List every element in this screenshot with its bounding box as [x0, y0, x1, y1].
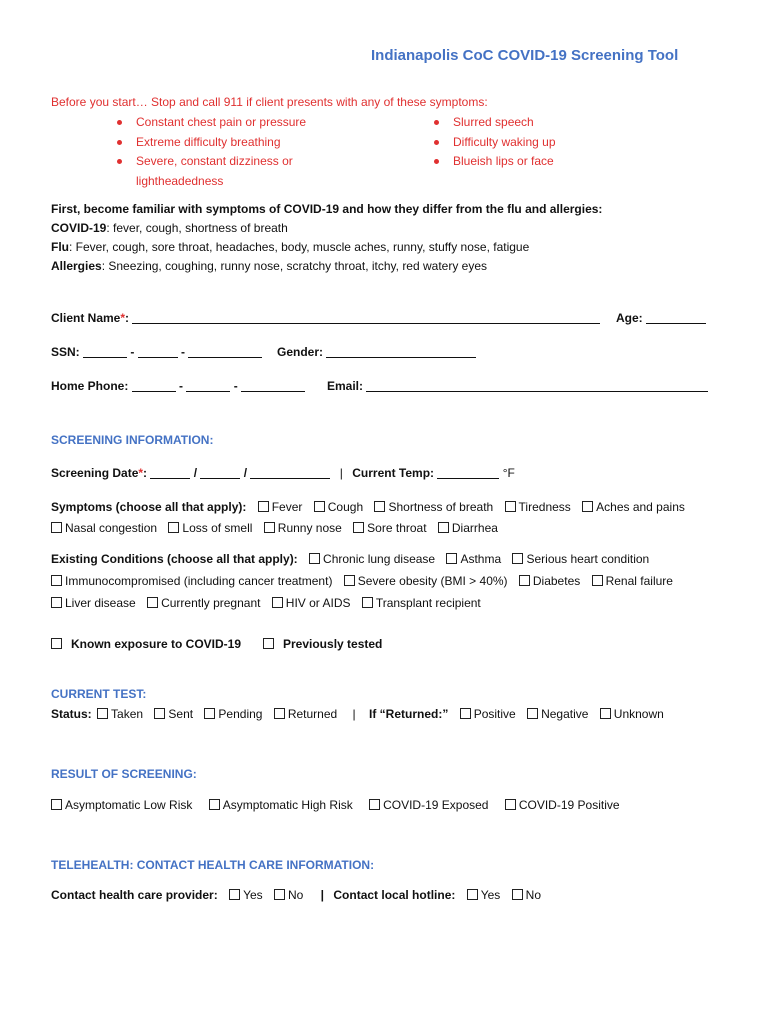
emergency-warning-intro: Before you start… Stop and call 911 if client presents with any of these symptoms:	[51, 95, 488, 109]
condition-pregnant-checkbox[interactable]: Currently pregnant	[147, 596, 260, 610]
list-item: Extreme difficulty breathing	[114, 133, 314, 153]
flu-symptoms-line: Flu: Fever, cough, sore throat, headaches, body, muscle aches, runny, stuffy nose, fatigue	[51, 240, 530, 254]
symptom-tiredness-checkbox[interactable]: Tiredness	[505, 500, 571, 514]
phone-part3-field[interactable]	[241, 380, 305, 392]
symptom-fever-checkbox[interactable]: Fever	[258, 500, 303, 514]
allergy-symptoms-line: Allergies: Sneezing, coughing, runny nose, scratchy throat, itchy, red watery eyes	[51, 259, 488, 273]
telehealth-heading: TELEHEALTH: CONTACT HEALTH CARE INFORMATION:	[51, 858, 375, 872]
result-heading: RESULT OF SCREENING:	[51, 767, 197, 781]
condition-diabetes-checkbox[interactable]: Diabetes	[519, 574, 580, 588]
result-exposed-checkbox[interactable]: COVID-19 Exposed	[369, 798, 488, 812]
provider-no-checkbox[interactable]: No	[274, 888, 303, 902]
emergency-symptoms-right	[431, 113, 631, 172]
date-year-field[interactable]	[250, 467, 330, 479]
symptom-aches-checkbox[interactable]: Aches and pains	[582, 500, 685, 514]
bullet-icon	[434, 120, 439, 125]
result-high-risk-checkbox[interactable]: Asymptomatic High Risk	[209, 798, 353, 812]
ssn-part2-field[interactable]	[138, 346, 178, 358]
home-phone-row: Home Phone: - -	[51, 379, 305, 393]
ssn-part1-field[interactable]	[83, 346, 127, 358]
bullet-icon	[434, 140, 439, 145]
status-pending-checkbox[interactable]: Pending	[204, 707, 262, 721]
result-options-row	[51, 798, 628, 812]
status-sent-checkbox[interactable]: Sent	[154, 707, 193, 721]
phone-part2-field[interactable]	[186, 380, 230, 392]
screening-date-row: Screening Date*: / / | Current Temp: °F	[51, 466, 515, 480]
bullet-icon	[117, 159, 122, 164]
emergency-symptoms-left	[114, 113, 314, 191]
age-field[interactable]	[646, 312, 706, 324]
covid-symptoms-line: COVID-19: fever, cough, shortness of breath	[51, 221, 288, 235]
previously-tested-checkbox[interactable]: Previously tested	[263, 637, 382, 651]
result-positive-checkbox[interactable]: Positive	[460, 707, 516, 721]
symptoms-row-2	[51, 521, 506, 535]
conditions-row-2	[51, 574, 681, 588]
age-row: Age:	[616, 311, 706, 325]
result-positive-screening-checkbox[interactable]: COVID-19 Positive	[505, 798, 620, 812]
familiarize-heading: First, become familiar with symptoms of COVID-19 and how they differ from the flu and allergies:	[51, 202, 603, 216]
client-name-row: Client Name*:	[51, 311, 600, 325]
provider-yes-checkbox[interactable]: Yes	[229, 888, 263, 902]
condition-immunocompromised-checkbox[interactable]: Immunocompromised (including cancer treatment)	[51, 574, 332, 588]
bullet-icon	[117, 140, 122, 145]
telehealth-row: Contact health care provider: Yes No | Contact local hotline: Yes No	[51, 888, 541, 902]
condition-obesity-checkbox[interactable]: Severe obesity (BMI > 40%)	[344, 574, 508, 588]
ssn-row: SSN: - -	[51, 345, 262, 359]
symptom-cough-checkbox[interactable]: Cough	[314, 500, 363, 514]
symptoms-row-1: Symptoms (choose all that apply): Fever Cough Shortness of breath Tiredness Aches and pains	[51, 500, 685, 514]
symptom-sore-throat-checkbox[interactable]: Sore throat	[353, 521, 426, 535]
exposure-checkbox[interactable]: Known exposure to COVID-19	[51, 637, 241, 651]
symptom-shortness-of-breath-checkbox[interactable]: Shortness of breath	[374, 500, 493, 514]
email-field[interactable]	[366, 380, 708, 392]
list-item: Constant chest pain or pressure	[114, 113, 314, 133]
current-test-heading: CURRENT TEST:	[51, 687, 147, 701]
page-title: Indianapolis CoC COVID-19 Screening Tool	[371, 47, 679, 64]
symptom-nasal-congestion-checkbox[interactable]: Nasal congestion	[51, 521, 157, 535]
condition-hiv-checkbox[interactable]: HIV or AIDS	[272, 596, 351, 610]
result-low-risk-checkbox[interactable]: Asymptomatic Low Risk	[51, 798, 192, 812]
conditions-row-1: Existing Conditions (choose all that apply): Chronic lung disease Asthma Serious heart condition	[51, 552, 650, 566]
condition-transplant-checkbox[interactable]: Transplant recipient	[362, 596, 481, 610]
list-item: Severe, constant dizziness or lightheadedness	[114, 152, 326, 191]
status-returned-checkbox[interactable]: Returned	[274, 707, 337, 721]
symptom-runny-nose-checkbox[interactable]: Runny nose	[264, 521, 342, 535]
result-unknown-checkbox[interactable]: Unknown	[600, 707, 664, 721]
symptom-diarrhea-checkbox[interactable]: Diarrhea	[438, 521, 498, 535]
condition-asthma-checkbox[interactable]: Asthma	[446, 552, 501, 566]
bullet-icon	[434, 159, 439, 164]
condition-liver-checkbox[interactable]: Liver disease	[51, 596, 136, 610]
list-item: Blueish lips or face	[431, 152, 631, 172]
hotline-yes-checkbox[interactable]: Yes	[467, 888, 501, 902]
condition-heart-checkbox[interactable]: Serious heart condition	[512, 552, 649, 566]
gender-field[interactable]	[326, 346, 476, 358]
client-name-field[interactable]	[132, 312, 600, 324]
list-item: Slurred speech	[431, 113, 631, 133]
symptom-loss-of-smell-checkbox[interactable]: Loss of smell	[168, 521, 252, 535]
date-day-field[interactable]	[200, 467, 240, 479]
list-item: Difficulty waking up	[431, 133, 631, 153]
status-taken-checkbox[interactable]: Taken	[97, 707, 143, 721]
hotline-no-checkbox[interactable]: No	[512, 888, 541, 902]
conditions-row-3	[51, 596, 489, 610]
date-month-field[interactable]	[150, 467, 190, 479]
screening-info-heading: SCREENING INFORMATION:	[51, 433, 214, 447]
gender-row: Gender:	[277, 345, 476, 359]
ssn-part3-field[interactable]	[188, 346, 262, 358]
temp-field[interactable]	[437, 467, 499, 479]
bullet-icon	[117, 120, 122, 125]
condition-renal-failure-checkbox[interactable]: Renal failure	[592, 574, 673, 588]
result-negative-checkbox[interactable]: Negative	[527, 707, 588, 721]
test-status-row: Status: Taken Sent Pending Returned | If “Returned:” Positive Negative Unknown	[51, 707, 664, 721]
condition-chronic-lung-checkbox[interactable]: Chronic lung disease	[309, 552, 435, 566]
email-row: Email:	[327, 379, 708, 393]
phone-part1-field[interactable]	[132, 380, 176, 392]
